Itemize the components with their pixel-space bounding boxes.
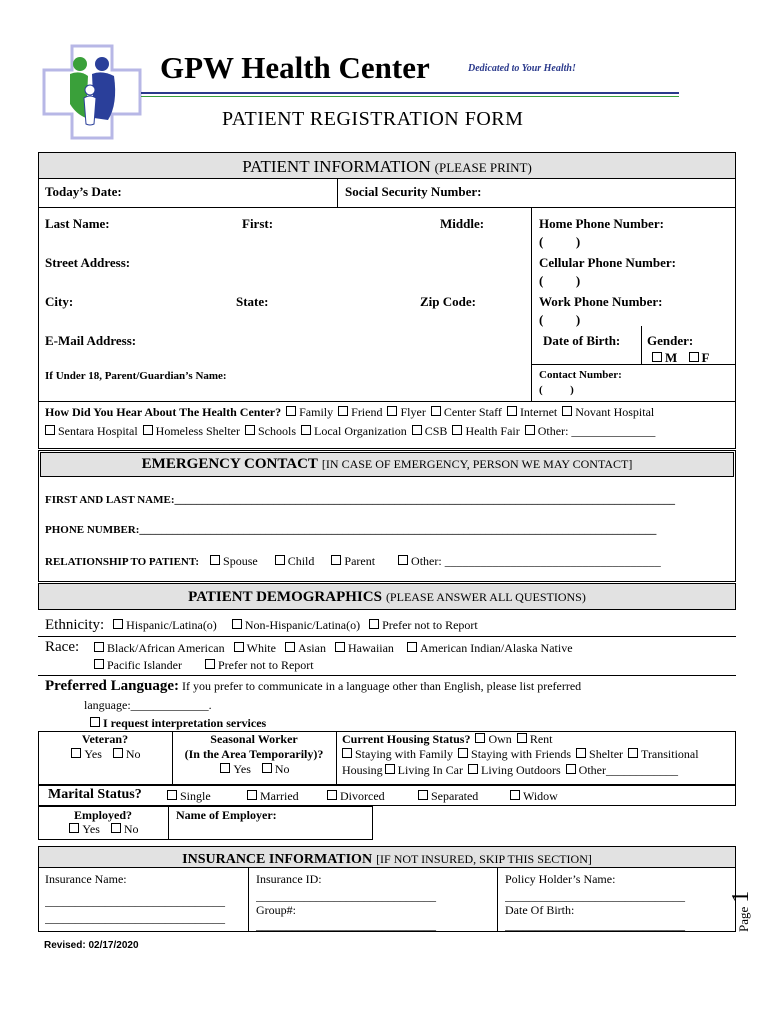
marital-row-box: [38, 785, 736, 806]
ethnicity-option: Hispanic/Latina(o): [126, 618, 217, 632]
marital-label: Marital Status?: [48, 787, 142, 802]
interpretation-row: [88, 716, 266, 731]
relationship-spouse-checkbox[interactable]: [210, 555, 220, 565]
hear-option: Other: ______________: [537, 424, 656, 438]
marital-option: Single: [180, 789, 211, 803]
insurance-title: INSURANCE INFORMATION: [182, 852, 373, 867]
race-option: Black/African American: [107, 641, 225, 655]
housing-row3-lead: Housing: [342, 763, 383, 777]
hear-schools-checkbox[interactable]: [245, 425, 255, 435]
race-option: Hawaiian: [347, 641, 394, 655]
race-prefer-not-checkbox[interactable]: [205, 659, 215, 669]
housing-other-checkbox[interactable]: [566, 764, 576, 774]
hear-option: Schools: [257, 424, 296, 438]
divider: [248, 868, 249, 932]
zip-code-label: Zip Code:: [420, 294, 476, 309]
insurance-note: [IF NOT INSURED, SKIP THIS SECTION]: [376, 852, 592, 866]
logo: [42, 44, 142, 140]
hear-option: Local Organization: [314, 424, 407, 438]
revised-date: Revised: 02/17/2020: [44, 940, 139, 951]
gender-f-checkbox[interactable]: [689, 352, 699, 362]
emergency-note: [IN CASE OF EMERGENCY, PERSON WE MAY CONTACT]: [321, 457, 633, 471]
race-option: Asian: [297, 641, 326, 655]
divider: [38, 401, 736, 402]
hear-about-row2: [43, 424, 655, 439]
insurance-id-line[interactable]: ______________________________: [256, 889, 436, 903]
gender-options: [650, 350, 709, 366]
race-option: American Indian/Alaska Native: [419, 641, 573, 655]
employed-options: [38, 822, 168, 837]
ethnicity-row: [45, 617, 478, 634]
ethnicity-prefer-not-checkbox[interactable]: [369, 619, 379, 629]
hear-other-checkbox[interactable]: [525, 425, 535, 435]
race-row2: [92, 658, 314, 673]
marital-option: Married: [260, 789, 299, 803]
hear-option: Health Fair: [465, 424, 520, 438]
relationship-option: Child: [287, 554, 315, 568]
housing-option: Other____________: [578, 763, 678, 777]
email-label: E-Mail Address:: [45, 333, 137, 348]
interpretation-checkbox[interactable]: [90, 717, 100, 727]
hear-novant-checkbox[interactable]: [562, 406, 572, 416]
hear-option: Internet: [519, 405, 558, 419]
divider: [531, 207, 532, 401]
marital-option: Separated: [431, 789, 479, 803]
language-input-line[interactable]: language:_____________.: [84, 698, 212, 712]
divider: [497, 868, 498, 932]
language-text: If you prefer to communicate in a language other than English, please list preferred: [182, 679, 582, 693]
housing-family-checkbox[interactable]: [342, 748, 352, 758]
org-name: GPW Health Center: [160, 50, 430, 85]
group-label: Group#:: [256, 903, 296, 917]
tagline: Dedicated to Your Health!: [468, 63, 576, 74]
race-hawaiian-checkbox[interactable]: [335, 642, 345, 652]
employed-yes-checkbox[interactable]: [69, 823, 79, 833]
first-name-label: First:: [242, 216, 274, 231]
veteran-options: [38, 747, 172, 762]
marital-separated-checkbox[interactable]: [418, 790, 428, 800]
work-phone-label: Work Phone Number:: [539, 294, 663, 309]
veteran-yes-checkbox[interactable]: [71, 748, 81, 758]
demographics-title: PATIENT DEMOGRAPHICS: [188, 589, 382, 605]
veteran-no-label: No: [125, 747, 141, 761]
race-pacific-checkbox[interactable]: [94, 659, 104, 669]
race-option: White: [246, 641, 276, 655]
emergency-name-line[interactable]: FIRST AND LAST NAME:___________________________________________________________________________________________: [45, 494, 675, 506]
hear-option: Novant Hospital: [575, 405, 655, 419]
work-phone-parens: ( ): [539, 312, 581, 327]
last-name-label: Last Name:: [45, 216, 110, 231]
logo-emblem-icon: [42, 44, 142, 140]
housing-friends-checkbox[interactable]: [458, 748, 468, 758]
hear-option: Homeless Shelter: [155, 424, 240, 438]
hear-option: CSB: [424, 424, 448, 438]
hear-health-fair-checkbox[interactable]: [452, 425, 462, 435]
hear-option: Sentara Hospital: [58, 424, 138, 438]
home-phone-label: Home Phone Number:: [539, 216, 664, 231]
employed-no-checkbox[interactable]: [111, 823, 121, 833]
housing-car-checkbox[interactable]: [385, 764, 395, 774]
hear-option: Flyer: [400, 405, 426, 419]
demographics-title-wrap: [38, 588, 736, 606]
marital-married: [245, 789, 299, 804]
marital-option: Widow: [523, 789, 558, 803]
policy-holder-line[interactable]: ______________________________: [505, 889, 685, 903]
seasonal-label-1: Seasonal Worker: [210, 732, 298, 746]
seasonal-yes-checkbox[interactable]: [220, 763, 230, 773]
veteran-yes-label: Yes: [84, 747, 102, 761]
employer-label: Name of Employer:: [176, 808, 277, 822]
contact-number-parens: ( ): [539, 384, 574, 396]
hear-option: Friend: [351, 405, 383, 419]
insurance-title-wrap: [38, 850, 736, 868]
relationship-row: [45, 554, 661, 569]
hear-csb-checkbox[interactable]: [412, 425, 422, 435]
patient-info-title-wrap: [38, 157, 736, 177]
state-label: State:: [236, 294, 269, 309]
housing-rent-checkbox[interactable]: [517, 733, 527, 743]
marital-divorced: [325, 789, 385, 804]
insurance-id-label: Insurance ID:: [256, 872, 322, 886]
form-title: PATIENT REGISTRATION FORM: [222, 108, 524, 130]
group-line[interactable]: ______________________________: [256, 918, 436, 932]
race-white-checkbox[interactable]: [234, 642, 244, 652]
relationship-option: Spouse: [223, 554, 258, 568]
ssn-label: Social Security Number:: [345, 184, 482, 199]
patient-info-title: PATIENT INFORMATION: [242, 157, 431, 176]
patient-info-note: (PLEASE PRINT): [434, 160, 532, 175]
middle-name-label: Middle:: [440, 216, 485, 231]
seasonal-yes-label: Yes: [233, 762, 251, 776]
divider: [337, 179, 338, 207]
divider: [168, 806, 169, 840]
insurance-dob-label: Date Of Birth:: [505, 903, 575, 917]
veteran-label: Veteran?: [81, 732, 129, 746]
divider: [38, 207, 736, 208]
housing-outdoors-checkbox[interactable]: [468, 764, 478, 774]
relationship-other-checkbox[interactable]: [398, 555, 408, 565]
housing-option: Shelter: [589, 747, 624, 761]
relationship-option: Other: ____________________________________: [411, 554, 661, 568]
employed-label: Employed?: [73, 808, 132, 822]
marital-divorced-checkbox[interactable]: [327, 790, 337, 800]
hear-about-label: How Did You Hear About The Health Center?: [45, 405, 282, 419]
street-address-label: Street Address:: [45, 255, 131, 270]
housing-option: Transitional: [641, 747, 699, 761]
hear-option: Center Staff: [443, 405, 502, 419]
seasonal-no-checkbox[interactable]: [262, 763, 272, 773]
race-option: Pacific Islander: [107, 658, 182, 672]
hear-about-row1: [45, 405, 654, 420]
demographics-note: (PLEASE ANSWER ALL QUESTIONS): [385, 590, 586, 604]
ethnicity-option: Prefer not to Report: [382, 618, 478, 632]
ethnicity-hispanic-checkbox[interactable]: [113, 619, 123, 629]
race-american-indian-checkbox[interactable]: [407, 642, 417, 652]
hear-center-staff-checkbox[interactable]: [431, 406, 441, 416]
employed-no-label: No: [123, 822, 139, 836]
housing-own-checkbox[interactable]: [475, 733, 485, 743]
housing-rent-label: Rent: [529, 732, 553, 746]
divider: [336, 731, 337, 785]
housing-option: Staying with Family: [355, 747, 454, 761]
cell-phone-label: Cellular Phone Number:: [539, 255, 676, 270]
marital-widow: [508, 789, 558, 804]
home-phone-parens: ( ): [539, 234, 581, 249]
language-row: [45, 678, 581, 695]
policy-holder-label: Policy Holder’s Name:: [505, 872, 616, 886]
housing-row1: [342, 732, 552, 747]
gender-m-checkbox[interactable]: [652, 352, 662, 362]
seasonal-label-2: (In the Area Temporarily)?: [184, 747, 324, 761]
page-number: 1: [728, 890, 754, 903]
divider: [38, 675, 736, 676]
hear-flyer-checkbox[interactable]: [387, 406, 397, 416]
ethnicity-option: Non-Hispanic/Latina(o): [244, 618, 361, 632]
hear-shelter-checkbox[interactable]: [143, 425, 153, 435]
housing-row2: [340, 747, 699, 762]
housing-option: Living In Car: [397, 763, 463, 777]
seasonal-options: [172, 762, 336, 777]
hear-option: Family: [299, 405, 334, 419]
relationship-child-checkbox[interactable]: [275, 555, 285, 565]
hear-family-checkbox[interactable]: [286, 406, 296, 416]
relationship-label: RELATIONSHIP TO PATIENT:: [45, 556, 200, 568]
housing-shelter-checkbox[interactable]: [576, 748, 586, 758]
race-label: Race:: [45, 639, 80, 655]
insurance-dob-line[interactable]: ______________________________: [505, 918, 685, 932]
gender-f-label: F: [701, 350, 710, 365]
insurance-name-line[interactable]: ______________________________: [45, 894, 225, 908]
contact-number-label: Contact Number:: [539, 369, 622, 381]
veteran-no-checkbox[interactable]: [113, 748, 123, 758]
race-row1: [92, 641, 573, 656]
hear-sentara-checkbox[interactable]: [45, 425, 55, 435]
guardian-label: If Under 18, Parent/Guardian’s Name:: [45, 370, 227, 382]
emergency-title: EMERGENCY CONTACT: [141, 456, 318, 472]
header-rule-green: [141, 96, 679, 97]
marital-option: Divorced: [340, 789, 385, 803]
marital-single: [165, 789, 211, 804]
page-label: Page: [736, 906, 751, 932]
housing-label: Current Housing Status?: [342, 732, 471, 746]
employed-yes-label: Yes: [82, 822, 100, 836]
marital-widow-checkbox[interactable]: [510, 790, 520, 800]
divider: [641, 326, 642, 364]
ethnicity-label: Ethnicity:: [45, 617, 105, 633]
todays-date-label: Today’s Date:: [45, 184, 122, 199]
hear-internet-checkbox[interactable]: [507, 406, 517, 416]
housing-option: Living Outdoors: [481, 763, 561, 777]
gender-label: Gender:: [647, 333, 694, 348]
cell-phone-parens: ( ): [539, 273, 581, 288]
page-number-wrap: [728, 891, 755, 932]
city-label: City:: [45, 294, 74, 309]
insurance-name-line-2[interactable]: ______________________________: [45, 911, 225, 925]
insurance-name-label: Insurance Name:: [45, 872, 127, 886]
race-option: Prefer not to Report: [217, 658, 314, 672]
emergency-title-wrap: [40, 455, 734, 473]
hear-friend-checkbox[interactable]: [338, 406, 348, 416]
housing-transitional-checkbox[interactable]: [628, 748, 638, 758]
gender-m-label: M: [665, 350, 678, 365]
hear-local-org-checkbox[interactable]: [301, 425, 311, 435]
language-label: Preferred Language:: [45, 678, 179, 694]
marital-married-checkbox[interactable]: [247, 790, 257, 800]
housing-own-label: Own: [488, 732, 512, 746]
housing-option: Staying with Friends: [471, 747, 572, 761]
relationship-parent-checkbox[interactable]: [331, 555, 341, 565]
seasonal-no-label: No: [274, 762, 290, 776]
interpretation-label: I request interpretation services: [103, 716, 267, 730]
dob-label: Date of Birth:: [543, 333, 621, 348]
divider: [38, 636, 736, 637]
marital-single-checkbox[interactable]: [167, 790, 177, 800]
header-rule: [141, 92, 679, 94]
relationship-option: Parent: [344, 554, 376, 568]
race-black-checkbox[interactable]: [94, 642, 104, 652]
emergency-phone-line[interactable]: PHONE NUMBER:______________________________________________________________________________________________: [45, 524, 657, 536]
marital-separated: [416, 789, 478, 804]
race-asian-checkbox[interactable]: [285, 642, 295, 652]
housing-row3: [342, 763, 678, 778]
ethnicity-non-hispanic-checkbox[interactable]: [232, 619, 242, 629]
